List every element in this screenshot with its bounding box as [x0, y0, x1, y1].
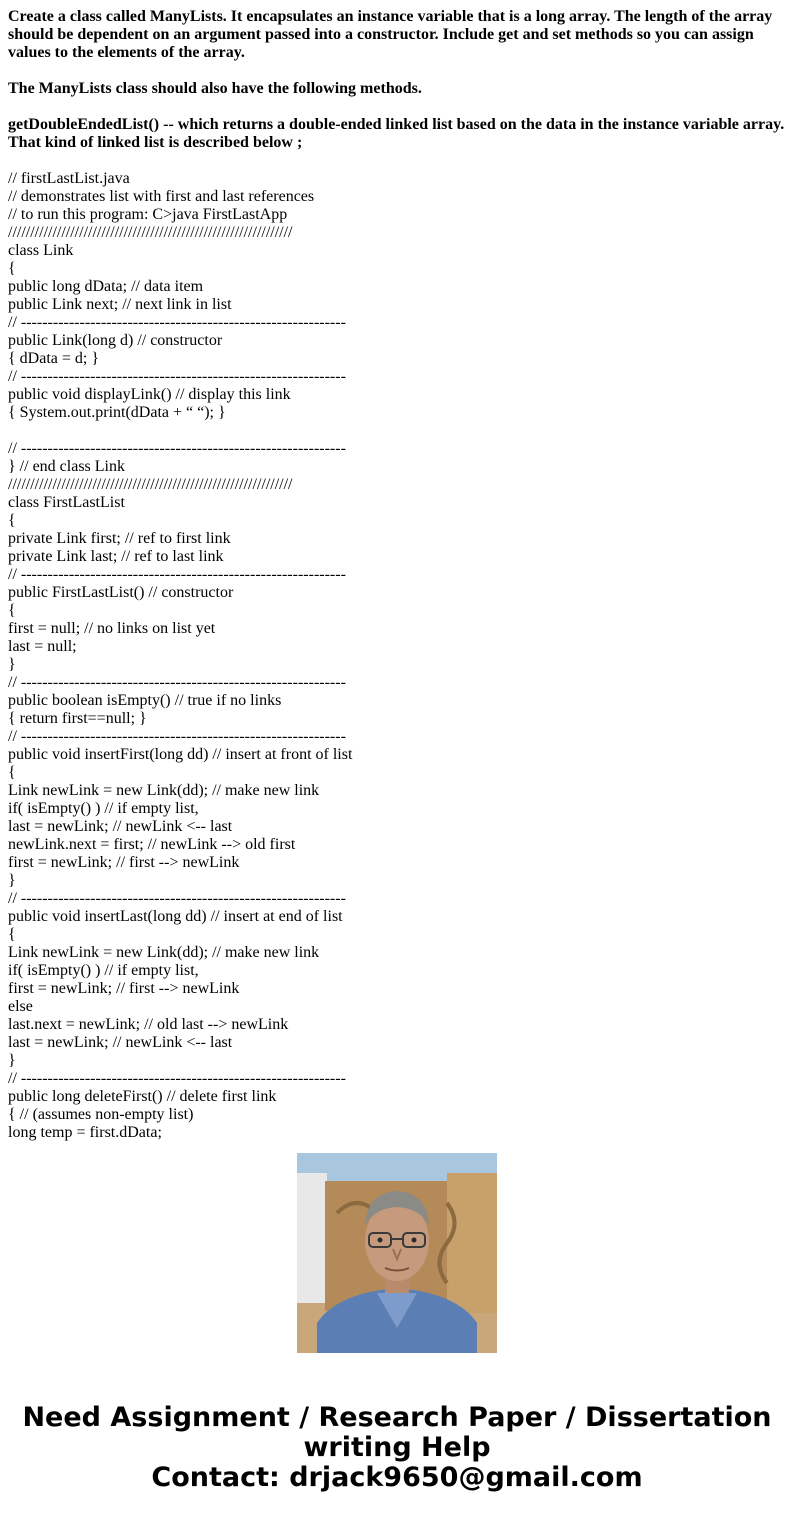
code-line: public long deleteFirst() // delete first link	[8, 1088, 277, 1105]
question-paragraph: getDoubleEndedList() -- which returns a double-ended linked list based on the data in the instance variable array. That kind of linked list is described below ;	[8, 116, 785, 151]
code-line: public void insertFirst(long dd) // insert at front of list	[8, 746, 353, 763]
code-line: {	[8, 512, 16, 529]
code-line: if( isEmpty() ) // if empty list,	[8, 962, 199, 979]
code-line: // firstLastList.java	[8, 170, 130, 187]
code-line: }	[8, 872, 16, 889]
code-line: last = newLink; // newLink <-- last	[8, 818, 233, 835]
footer-line-3: Contact: drjack9650@gmail.com	[151, 1462, 643, 1493]
code-line: private Link last; // ref to last link	[8, 548, 224, 565]
code-line: // -------------------------------------------------------------	[8, 890, 346, 907]
code-line: // demonstrates list with first and last references	[8, 188, 315, 205]
code-line: // to run this program: C>java FirstLastApp	[8, 206, 288, 223]
question-paragraphs	[8, 8, 788, 152]
question-paragraph: Create a class called ManyLists. It encapsulates an instance variable that is a long array. The length of the array should be dependent on an argument passed into a constructor. Include get and set methods so you can assign values to the elements of the array.	[8, 8, 773, 61]
code-line: long temp = first.dData;	[8, 1124, 162, 1141]
code-line: {	[8, 602, 16, 619]
code-line: public FirstLastList() // constructor	[8, 584, 234, 601]
code-line: newLink.next = first; // newLink --> old first	[8, 836, 296, 853]
code-line: public void insertLast(long dd) // insert at end of list	[8, 908, 343, 925]
code-line: // -------------------------------------------------------------	[8, 674, 346, 691]
code-line: {	[8, 764, 16, 781]
code-line: first = null; // no links on list yet	[8, 620, 216, 637]
code-line: class FirstLastList	[8, 494, 125, 511]
code-line: { return first==null; }	[8, 710, 147, 727]
code-line: Link newLink = new Link(dd); // make new link	[8, 944, 320, 961]
author-avatar	[297, 1153, 497, 1353]
code-line: class Link	[8, 242, 74, 259]
code-line: public long dData; // data item	[8, 278, 204, 295]
code-line: // -------------------------------------------------------------	[8, 440, 346, 457]
code-line: // -------------------------------------------------------------	[8, 314, 346, 331]
code-line: {	[8, 926, 16, 943]
code-line: }	[8, 1052, 16, 1069]
code-line: last = newLink; // newLink <-- last	[8, 1034, 233, 1051]
code-line: { dData = d; }	[8, 350, 100, 367]
code-line: {	[8, 260, 16, 277]
code-line: { // (assumes non-empty list)	[8, 1106, 194, 1123]
footer-line-1: Need Assignment / Research Paper / Dissertation	[22, 1402, 772, 1433]
question-content	[8, 8, 788, 1141]
code-line: { System.out.print(dData + “ “); }	[8, 404, 226, 421]
code-line: private Link first; // ref to first link	[8, 530, 231, 547]
code-line: // -------------------------------------------------------------	[8, 368, 346, 385]
footer-contact	[0, 1403, 794, 1493]
code-line: Link newLink = new Link(dd); // make new link	[8, 782, 320, 799]
code-line: if( isEmpty() ) // if empty list,	[8, 800, 199, 817]
code-line: } // end class Link	[8, 458, 125, 475]
code-line: public Link next; // next link in list	[8, 296, 232, 313]
code-line: ////////////////////////////////////////////////////////////////	[8, 476, 293, 493]
code-line: public void displayLink() // display this link	[8, 386, 291, 403]
code-line: else	[8, 998, 33, 1015]
code-line: last = null;	[8, 638, 77, 655]
code-line: }	[8, 656, 16, 673]
footer-line-2: writing Help	[303, 1432, 491, 1463]
code-line: // -------------------------------------------------------------	[8, 566, 346, 583]
code-listing	[8, 170, 788, 1142]
code-line: // -------------------------------------------------------------	[8, 1070, 346, 1087]
author-photo	[297, 1153, 497, 1353]
code-line: first = newLink; // first --> newLink	[8, 854, 240, 871]
code-line	[8, 422, 788, 440]
code-line: // -------------------------------------------------------------	[8, 728, 346, 745]
code-line: public Link(long d) // constructor	[8, 332, 223, 349]
code-line: last.next = newLink; // old last --> newLink	[8, 1016, 289, 1033]
code-line: public boolean isEmpty() // true if no links	[8, 692, 282, 709]
question-paragraph: The ManyLists class should also have the following methods.	[8, 80, 422, 97]
code-line: first = newLink; // first --> newLink	[8, 980, 240, 997]
code-line: ////////////////////////////////////////////////////////////////	[8, 224, 293, 241]
